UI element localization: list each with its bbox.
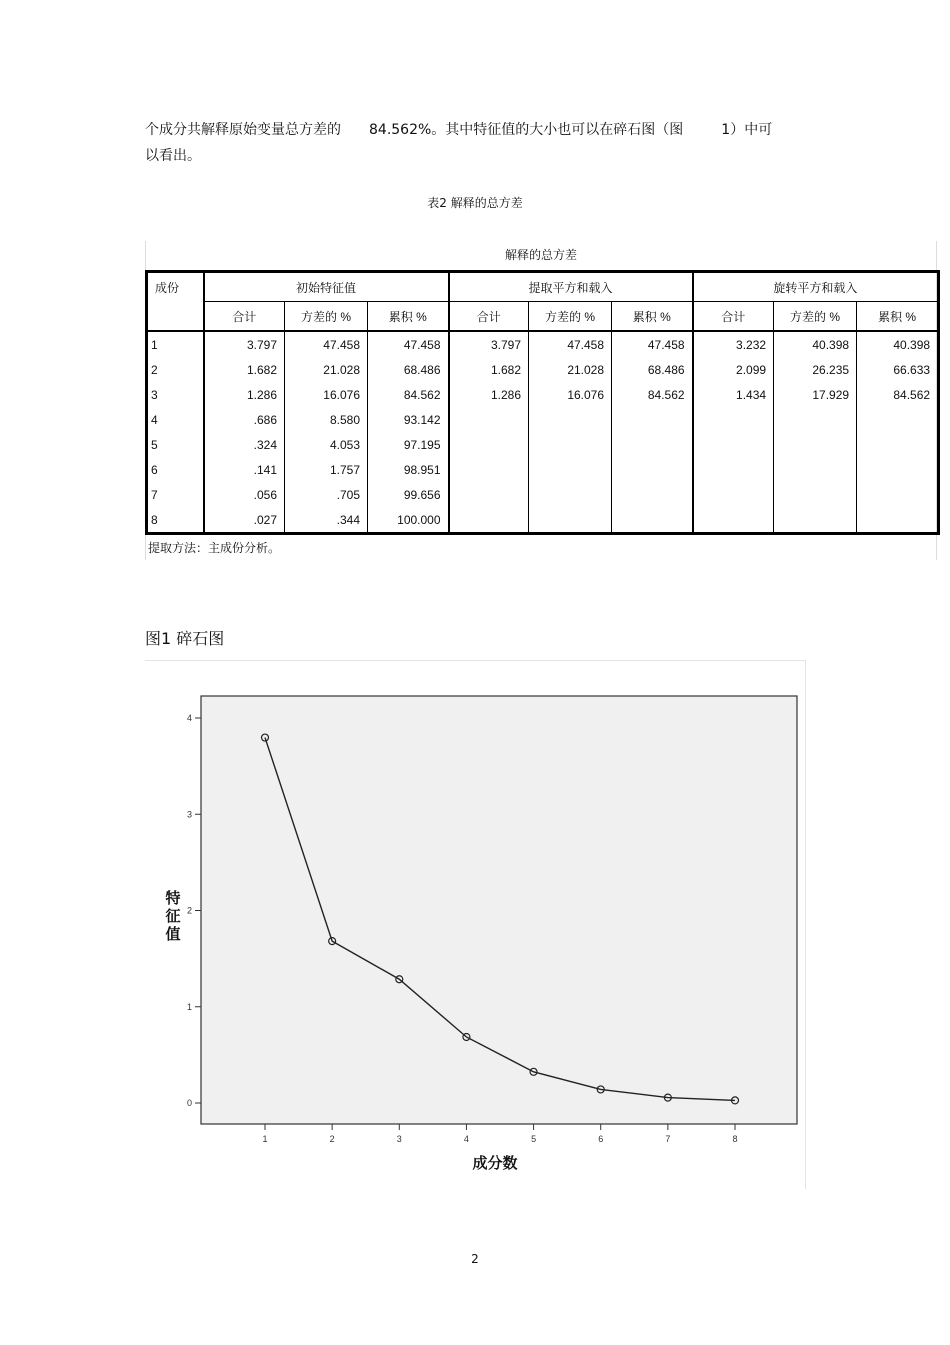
table-cell <box>774 507 857 534</box>
table-cell: 21.028 <box>285 357 368 382</box>
subheader-2-3: 累积 % <box>612 302 693 332</box>
table-cell <box>529 457 612 482</box>
subheader-3-1: 合计 <box>693 302 774 332</box>
table-cell: 47.458 <box>368 331 449 357</box>
table-cell <box>612 457 693 482</box>
x-tick-label: 8 <box>732 1134 738 1144</box>
intro-text-3: ）中可 <box>730 122 773 138</box>
table-cell: .324 <box>204 432 285 457</box>
table-cell <box>774 482 857 507</box>
intro-variance-value: 84.562% <box>369 122 432 138</box>
table-header-group-row <box>147 272 939 302</box>
component-header: 成份 <box>147 272 204 332</box>
x-tick-label: 1 <box>262 1134 268 1144</box>
table-cell: .686 <box>204 407 285 432</box>
plot-area <box>201 696 797 1124</box>
row-component-cell: 2 <box>147 357 204 382</box>
y-axis-label: 值 <box>165 925 181 943</box>
table-cell: 4.053 <box>285 432 368 457</box>
row-component-cell: 8 <box>147 507 204 534</box>
table-row <box>147 357 939 382</box>
table-cell: .027 <box>204 507 285 534</box>
intro-paragraph <box>145 117 825 169</box>
table-cell: 1.682 <box>204 357 285 382</box>
table-row <box>147 432 939 457</box>
table-cell: 68.486 <box>612 357 693 382</box>
table-subheader-row <box>147 302 939 332</box>
table-cell: 84.562 <box>368 382 449 407</box>
table-row <box>147 482 939 507</box>
group-header-3: 旋转平方和载入 <box>693 272 939 302</box>
table-cell: 98.951 <box>368 457 449 482</box>
table-cell: 2.099 <box>693 357 774 382</box>
row-component-cell: 3 <box>147 382 204 407</box>
table-cell: .056 <box>204 482 285 507</box>
table-cell <box>774 432 857 457</box>
row-component-cell: 5 <box>147 432 204 457</box>
table-cell: 17.929 <box>774 382 857 407</box>
page-number: 2 <box>471 1252 479 1266</box>
table-cell <box>774 407 857 432</box>
table-row <box>147 382 939 407</box>
table-row <box>147 407 939 432</box>
table-cell <box>612 482 693 507</box>
table-cell: .344 <box>285 507 368 534</box>
table-cell: 26.235 <box>774 357 857 382</box>
table-cell: 68.486 <box>368 357 449 382</box>
table-cell <box>449 457 529 482</box>
table-cell <box>693 482 774 507</box>
table-cell: 3.797 <box>204 331 285 357</box>
table-title: 解释的总方差 <box>504 248 577 262</box>
table-cell <box>529 432 612 457</box>
subheader-1-3: 累积 % <box>368 302 449 332</box>
subheader-2-2: 方差的 % <box>529 302 612 332</box>
table-cell <box>693 407 774 432</box>
scree-plot-container <box>145 660 806 1189</box>
table-cell: .141 <box>204 457 285 482</box>
table-cell <box>529 507 612 534</box>
table-cell: 100.000 <box>368 507 449 534</box>
group-header-1: 初始特征值 <box>204 272 449 302</box>
scree-plot <box>145 661 805 1189</box>
table-cell: 40.398 <box>893 337 931 352</box>
intro-text-1: 个成分共解释原始变量总方差的 <box>145 122 341 138</box>
row-component-cell: 4 <box>147 407 204 432</box>
table-cell <box>612 432 693 457</box>
table-cell <box>774 457 857 482</box>
intro-figure-ref: 1 <box>721 122 731 138</box>
row-component-cell: 1 <box>147 331 204 357</box>
row-component-cell: 6 <box>147 457 204 482</box>
table-cell: 1.757 <box>285 457 368 482</box>
x-axis-label: 成分数 <box>472 1154 518 1172</box>
y-tick-label: 3 <box>186 809 192 820</box>
table-cell: 47.458 <box>612 331 693 357</box>
table-row <box>147 507 939 534</box>
table-cell: 16.076 <box>529 382 612 407</box>
subheader-3-3: 累积 % <box>857 302 939 332</box>
y-tick-label: 0 <box>186 1098 192 1108</box>
figure-title: 图1 碎石图 <box>145 629 225 648</box>
x-tick-label: 7 <box>665 1134 671 1144</box>
table-cell <box>857 507 939 534</box>
group-header-2: 提取平方和载入 <box>449 272 693 302</box>
table-row <box>147 457 939 482</box>
table-cell: 47.458 <box>285 331 368 357</box>
table-cell: 16.076 <box>285 382 368 407</box>
table-cell: 3.797 <box>449 331 529 357</box>
y-axis-label: 特 <box>165 889 181 907</box>
y-tick-label: 2 <box>186 905 192 916</box>
variance-table <box>145 270 940 535</box>
table-cell <box>857 457 939 482</box>
table-cell <box>693 457 774 482</box>
x-tick-label: 6 <box>598 1134 604 1144</box>
table-row <box>147 331 939 357</box>
table-cell: 8.580 <box>285 407 368 432</box>
table-cell: 3.232 <box>693 331 774 357</box>
table-cell: 84.562 <box>612 382 693 407</box>
table-cell: .705 <box>285 482 368 507</box>
table-cell: 40.398 <box>774 331 857 357</box>
table-caption: 表2 解释的总方差 <box>427 196 523 210</box>
table-cell <box>612 507 693 534</box>
subheader-3-2: 方差的 % <box>774 302 857 332</box>
table-cell <box>529 407 612 432</box>
table-cell: 99.656 <box>368 482 449 507</box>
table-cell <box>449 482 529 507</box>
subheader-1-1: 合计 <box>204 302 285 332</box>
table-cell <box>857 432 939 457</box>
table-footnote: 提取方法：主成份分析。 <box>148 541 281 555</box>
x-tick-label: 4 <box>463 1134 469 1144</box>
table-cell <box>449 432 529 457</box>
intro-text-line2: 以看出。 <box>145 148 201 164</box>
table-cell <box>612 407 693 432</box>
y-axis-label: 征 <box>165 907 181 925</box>
x-tick-label: 5 <box>531 1134 537 1144</box>
table-cell: 1.682 <box>449 357 529 382</box>
table-cell <box>693 507 774 534</box>
intro-text-2: 。其中特征值的大小也可以在碎石图（图 <box>431 122 684 138</box>
y-tick-label: 4 <box>186 713 192 723</box>
x-tick-label: 3 <box>396 1134 402 1144</box>
table-cell <box>449 407 529 432</box>
table-cell: 97.195 <box>368 432 449 457</box>
table-cell <box>449 507 529 534</box>
row-component-cell: 7 <box>147 482 204 507</box>
table-cell <box>857 482 939 507</box>
subheader-2-1: 合计 <box>449 302 529 332</box>
table-cell: 93.142 <box>368 407 449 432</box>
y-tick-label: 1 <box>186 1001 192 1012</box>
x-tick-label: 2 <box>329 1134 335 1144</box>
table-cell <box>693 432 774 457</box>
table-cell: 66.633 <box>893 362 931 377</box>
table-cell <box>529 482 612 507</box>
table-cell: 84.562 <box>893 387 931 402</box>
table-cell: 1.286 <box>204 382 285 407</box>
subheader-1-2: 方差的 % <box>285 302 368 332</box>
table-cell: 47.458 <box>529 331 612 357</box>
variance-table-panel <box>145 241 937 561</box>
table-cell <box>857 407 939 432</box>
table-cell: 1.286 <box>449 382 529 407</box>
table-cell: 1.434 <box>693 382 774 407</box>
table-cell: 21.028 <box>529 357 612 382</box>
